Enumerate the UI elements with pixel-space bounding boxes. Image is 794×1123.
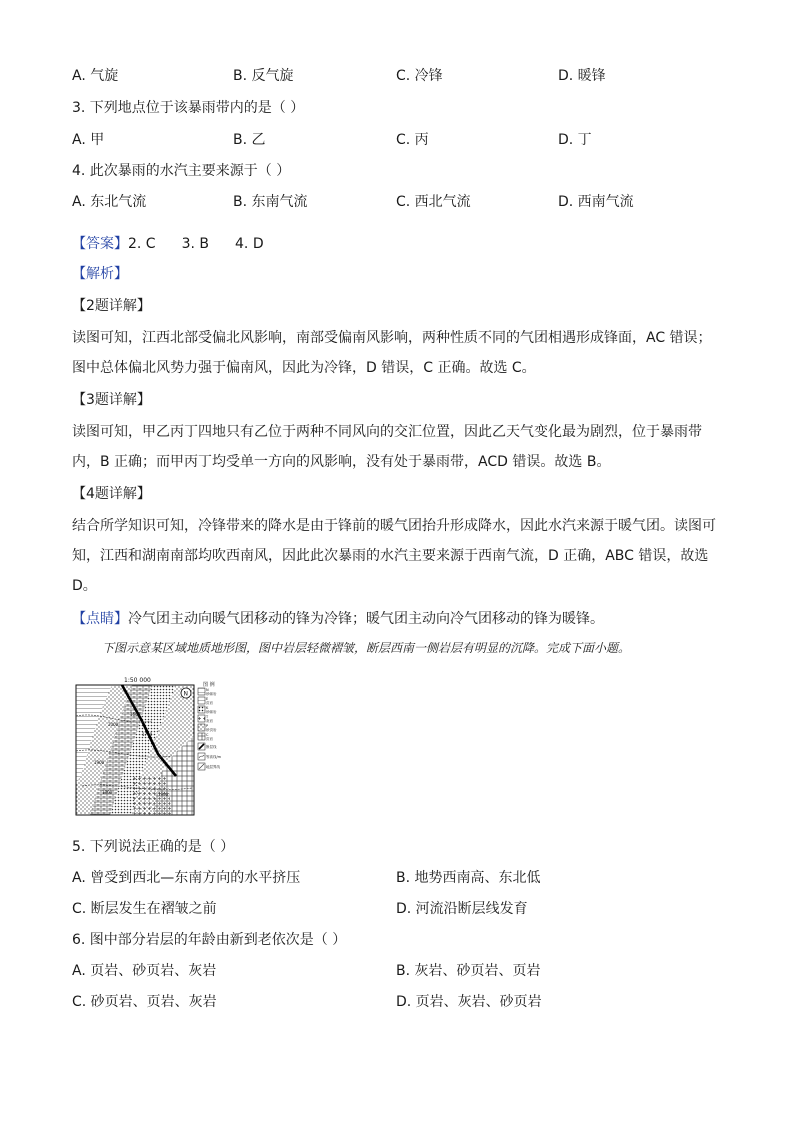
legend-code: N — [206, 688, 209, 692]
q4-option-b: B. 东南气流 — [233, 194, 308, 210]
answer-3: 3. B — [181, 236, 210, 252]
detail-4-tag: 【4题详解】 — [72, 486, 151, 502]
answer-line — [72, 234, 264, 254]
question-5-stem: 5. 下列说法正确的是（ ） — [72, 839, 235, 855]
q6-option-a: A. 页岩、砂页岩、灰岩 — [72, 963, 217, 979]
detail-4-text: 结合所学知识可知，冷锋带来的降水是由于锋前的暖气团抬升形成降水，因此水汽来源于暖气团。读图可知，江西和湖南南部均吹西南风，因此此次暴雨的水汽主要来源于西南气流，D 正确，ABC 错误，故选 D。 — [72, 518, 716, 594]
analysis-tag: 【解析】 — [72, 266, 128, 282]
q2-option-d: D. 暖锋 — [558, 68, 606, 84]
map-intro: 下图示意某区域地质地形图，图中岩层轻微褶皱，断层西南一侧岩层有明显的沉降。完成下面小题。 — [102, 641, 631, 655]
answer-2: 2. C — [128, 236, 156, 252]
geologic-map — [72, 676, 232, 820]
contour-label: 1900 — [94, 760, 105, 765]
q3-option-b: B. 乙 — [233, 132, 266, 148]
legend-code: K — [206, 706, 209, 710]
q6-option-b: B. 灰岩、砂页岩、页岩 — [396, 963, 541, 979]
q2-option-a: A. 气旋 — [72, 68, 119, 84]
legend-code: T — [206, 715, 209, 719]
question-3-stem: 3. 下列地点位于该暴雨带内的是（ ） — [72, 100, 305, 116]
answer-4: 4. D — [235, 236, 264, 252]
q5-option-a: A. 曾受到西北—东南方向的水平挤压 — [72, 870, 301, 886]
legend-code: E — [206, 697, 209, 701]
legend-code: C — [206, 733, 209, 737]
legend-name: 断层线 — [206, 745, 217, 749]
q4-option-c: C. 西北气流 — [396, 194, 471, 210]
legend-name: 砂砾岩 — [206, 692, 217, 696]
q3-option-c: C. 丙 — [396, 132, 429, 148]
q5-option-b: B. 地势西南高、东北低 — [396, 870, 541, 886]
q5-option-d: D. 河流沿断层线发育 — [396, 901, 528, 917]
question-4-stem: 4. 此次暴雨的水汽主要来源于（ ） — [72, 163, 291, 179]
tip-tag: 【点睛】 — [72, 611, 128, 627]
legend-code: P — [206, 724, 209, 728]
map-scale: 1:50 000 — [124, 677, 151, 684]
detail-2-tag: 【2题详解】 — [72, 298, 151, 314]
q4-option-d: D. 西南气流 — [558, 194, 634, 210]
tip-text: 冷气团主动向暖气团移动的锋为冷锋；暖气团主动向冷气团移动的锋为暖锋。 — [128, 611, 604, 627]
q5-option-c: C. 断层发生在褶皱之前 — [72, 901, 217, 917]
contour-label: 2000 — [108, 722, 119, 727]
map-body — [76, 685, 194, 815]
contour-label: 1800 — [102, 790, 113, 795]
map-legend — [198, 681, 222, 770]
q3-option-d: D. 丁 — [558, 132, 592, 148]
legend-name: 页岩 — [206, 737, 213, 741]
q2-option-b: B. 反气旋 — [233, 68, 294, 84]
contour-label: 1700 — [142, 732, 153, 737]
detail-3-text: 读图可知，甲乙丙丁四地只有乙位于两种不同风向的交汇位置，因此乙天气变化最为剧烈，位于暴雨带内，B 正确；而甲丙丁均受单一方向的风影响，没有处于暴雨带，ACD 错误。故选 B。 — [72, 424, 702, 470]
q3-option-a: A. 甲 — [72, 132, 105, 148]
q2-option-c: C. 冷锋 — [396, 68, 443, 84]
legend-title: 图 例 — [203, 682, 215, 688]
detail-3-tag: 【3题详解】 — [72, 392, 151, 408]
q6-option-c: C. 砂页岩、页岩、灰岩 — [72, 994, 217, 1010]
contour-label: 1600 — [130, 712, 141, 717]
legend-name: 砂页岩 — [206, 728, 217, 732]
tip-line — [72, 609, 604, 629]
q6-option-d: D. 页岩、灰岩、砂页岩 — [396, 994, 542, 1010]
svg-text:N: N — [183, 690, 188, 698]
question-6-stem: 6. 图中部分岩层的年龄由新到老依次是（ ） — [72, 932, 347, 948]
contour-label: 1900 — [158, 792, 169, 797]
legend-name: 等高线/m — [206, 755, 222, 759]
legend-name: 灰岩 — [206, 719, 213, 723]
detail-2-text: 读图可知，江西北部受偏北风影响，南部受偏南风影响，两种性质不同的气团相遇形成锋面，AC 错误；图中总体偏北风势力强于偏南风，因此为冷锋，D 错误，C 正确。故选 C。 — [72, 330, 712, 376]
legend-name: 地层界线 — [206, 765, 220, 769]
legend-name: 页岩 — [206, 701, 213, 705]
q4-option-a: A. 东北气流 — [72, 194, 147, 210]
legend-name: 砂砾岩 — [206, 710, 217, 714]
answer-tag: 【答案】 — [72, 236, 128, 252]
